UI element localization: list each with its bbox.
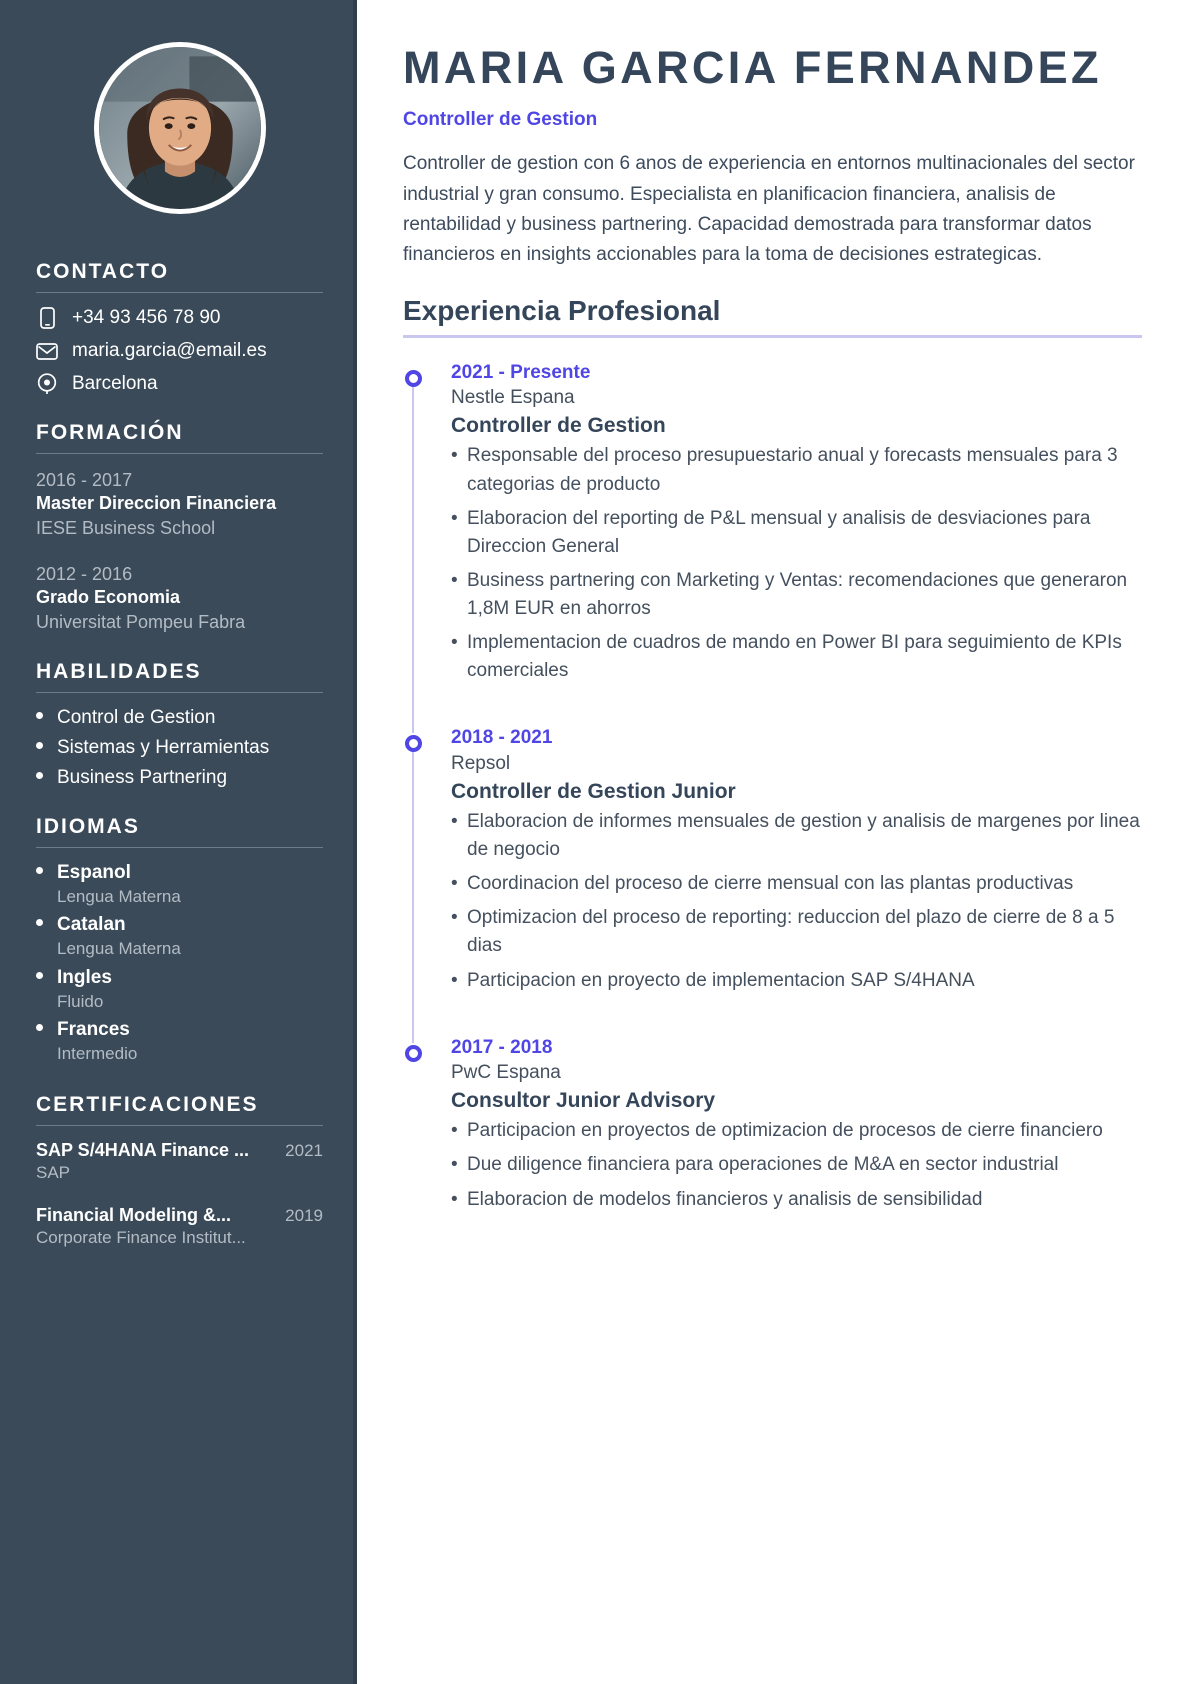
bullet-dot-icon: [36, 867, 43, 874]
contact-section: [36, 260, 323, 395]
contact-email-value: maria.garcia@email.es: [72, 340, 267, 361]
language-item: [36, 1019, 323, 1067]
experience-dates: 2017 - 2018: [451, 1036, 553, 1058]
education-degree: Grado Economia: [36, 587, 181, 608]
certification-item: [36, 1140, 323, 1185]
certifications-divider: [36, 1125, 323, 1126]
education-section: [36, 421, 323, 634]
languages-divider: [36, 847, 323, 848]
language-item: [36, 967, 323, 1015]
education-school: IESE Business School: [36, 517, 216, 538]
skill-label: Sistemas y Herramientas: [57, 736, 270, 758]
experience-bullet: • Implementacion de cuadros de mando en Power BI para seguimiento de KPIs comerciales: [451, 629, 1142, 685]
experience-role: Controller de Gestion: [451, 414, 666, 438]
education-school: Universitat Pompeu Fabra: [36, 611, 246, 632]
skill-item: [36, 737, 323, 759]
experience-item: [403, 1035, 1142, 1214]
certification-year: 2019: [285, 1205, 323, 1225]
experience-dates: 2018 - 2021: [451, 727, 553, 749]
experience-bullets: [451, 442, 1142, 685]
language-item: [36, 914, 323, 962]
skills-divider: [36, 692, 323, 693]
language-level: Fluido: [57, 991, 104, 1011]
certification-issuer: Corporate Finance Institut...: [36, 1227, 246, 1247]
phone-icon: [36, 307, 58, 329]
experience-item: [403, 725, 1142, 1034]
timeline-line: [412, 747, 414, 1042]
education-degree: Master Direccion Financiera: [36, 493, 277, 514]
experience-bullet: • Participacion en proyecto de implementacion SAP S/4HANA: [451, 967, 1142, 995]
certifications-section: [36, 1093, 323, 1250]
job-title: Controller de Gestion: [403, 109, 598, 131]
education-item: [36, 468, 323, 540]
experience-bullet: • Responsable del proceso presupuestario anual y forecasts mensuales para 3 categorias de producto: [451, 442, 1142, 498]
skills-section: [36, 660, 323, 789]
experience-role: Consultor Junior Advisory: [451, 1088, 716, 1112]
timeline-marker-icon: [405, 735, 422, 752]
experience-bullet: • Elaboracion del reporting de P&L mensual y analisis de desviaciones para Direccion General: [451, 505, 1142, 561]
experience-bullets: [451, 808, 1142, 995]
experience-bullet: • Coordinacion del proceso de cierre mensual con las plantas productivas: [451, 870, 1142, 898]
certification-name: Financial Modeling &...: [36, 1204, 232, 1225]
experience-bullet: • Elaboracion de informes mensuales de gestion y analisis de margenes por linea de negocio: [451, 808, 1142, 864]
bullet-dot-icon: [36, 772, 43, 779]
bullet-dot-icon: [36, 972, 43, 979]
experience-bullet: • Elaboracion de modelos financieros y analisis de sensibilidad: [451, 1186, 1142, 1214]
education-item: [36, 562, 323, 634]
experience-bullets: [451, 1117, 1142, 1213]
timeline-marker-icon: [405, 1045, 422, 1062]
contact-phone-row[interactable]: [36, 307, 323, 329]
education-heading: FORMACIÓN: [36, 421, 184, 444]
bullet-dot-icon: [36, 1024, 43, 1031]
language-name: Ingles: [57, 966, 112, 988]
language-item: [36, 862, 323, 910]
certification-name: SAP S/4HANA Finance ...: [36, 1139, 250, 1160]
bullet-dot-icon: [36, 712, 43, 719]
contact-divider: [36, 292, 323, 293]
contact-location-value: Barcelona: [72, 373, 158, 394]
experience-dates: 2021 - Presente: [451, 361, 591, 383]
certification-year: 2021: [285, 1140, 323, 1160]
experience-bullet: • Optimizacion del proceso de reporting: reduccion del plazo de cierre de 8 a 5 dias: [451, 904, 1142, 960]
skill-item: [36, 707, 323, 729]
experience-role: Controller de Gestion Junior: [451, 779, 736, 803]
skill-label: Business Partnering: [57, 766, 228, 788]
skills-heading: HABILIDADES: [36, 659, 202, 683]
certification-item: [36, 1205, 323, 1250]
experience-bullet: • Participacion en proyectos de optimizacion de procesos de cierre financiero: [451, 1117, 1142, 1145]
education-dates: 2016 - 2017: [36, 470, 133, 490]
language-name: Frances: [57, 1019, 130, 1041]
professional-summary: Controller de gestion con 6 anos de experiencia en entornos multinacionales del sector industrial y gran consumo. Especialista en planificacion financiera, analisis de rentabilidad y business partnering. Capacidad demostrada para transformar datos financieros en insights accionables para la toma de decisiones estrategicas.: [403, 153, 1135, 266]
skill-label: Control de Gestion: [57, 706, 216, 728]
languages-section: [36, 815, 323, 1067]
languages-heading: IDIOMAS: [36, 814, 140, 838]
language-level: Lengua Materna: [57, 939, 181, 959]
contact-phone-value: +34 93 456 78 90: [72, 307, 221, 328]
language-level: Lengua Materna: [57, 886, 181, 906]
experience-heading: Experiencia Profesional: [403, 294, 721, 326]
sidebar: [0, 0, 357, 1684]
experience-bullet: • Due diligence financiera para operaciones de M&A en sector industrial: [451, 1151, 1142, 1179]
experience-divider: [403, 335, 1142, 338]
language-name: Espanol: [57, 861, 131, 883]
experience-item: [403, 360, 1142, 726]
experience-company: PwC Espana: [451, 1062, 561, 1084]
envelope-icon: [36, 340, 58, 362]
contact-email-row[interactable]: [36, 340, 323, 362]
experience-company: Nestle Espana: [451, 387, 575, 409]
timeline-marker-icon: [405, 370, 422, 387]
avatar-wrapper: [36, 42, 323, 214]
main-content: [357, 0, 1190, 1684]
education-dates: 2012 - 2016: [36, 563, 133, 584]
experience-timeline: [403, 360, 1142, 1214]
contact-heading: CONTACTO: [36, 260, 170, 283]
experience-company: Repsol: [451, 753, 511, 774]
profile-photo-icon: [99, 47, 261, 209]
timeline-line: [412, 382, 414, 734]
certification-issuer: SAP: [36, 1162, 71, 1182]
bullet-dot-icon: [36, 919, 43, 926]
language-name: Catalan: [57, 914, 126, 936]
location-pin-icon: [36, 373, 58, 395]
education-divider: [36, 453, 323, 454]
certifications-heading: CERTIFICACIONES: [36, 1092, 259, 1116]
avatar: [94, 42, 266, 214]
contact-location-row[interactable]: [36, 373, 323, 395]
skill-item: [36, 767, 323, 789]
bullet-dot-icon: [36, 742, 43, 749]
language-level: Intermedio: [57, 1044, 138, 1064]
page-title: MARIA GARCIA FERNANDEZ: [403, 42, 1102, 93]
experience-bullet: • Business partnering con Marketing y Ventas: recomendaciones que generaron 1,8M EUR en ahorros: [451, 567, 1142, 623]
